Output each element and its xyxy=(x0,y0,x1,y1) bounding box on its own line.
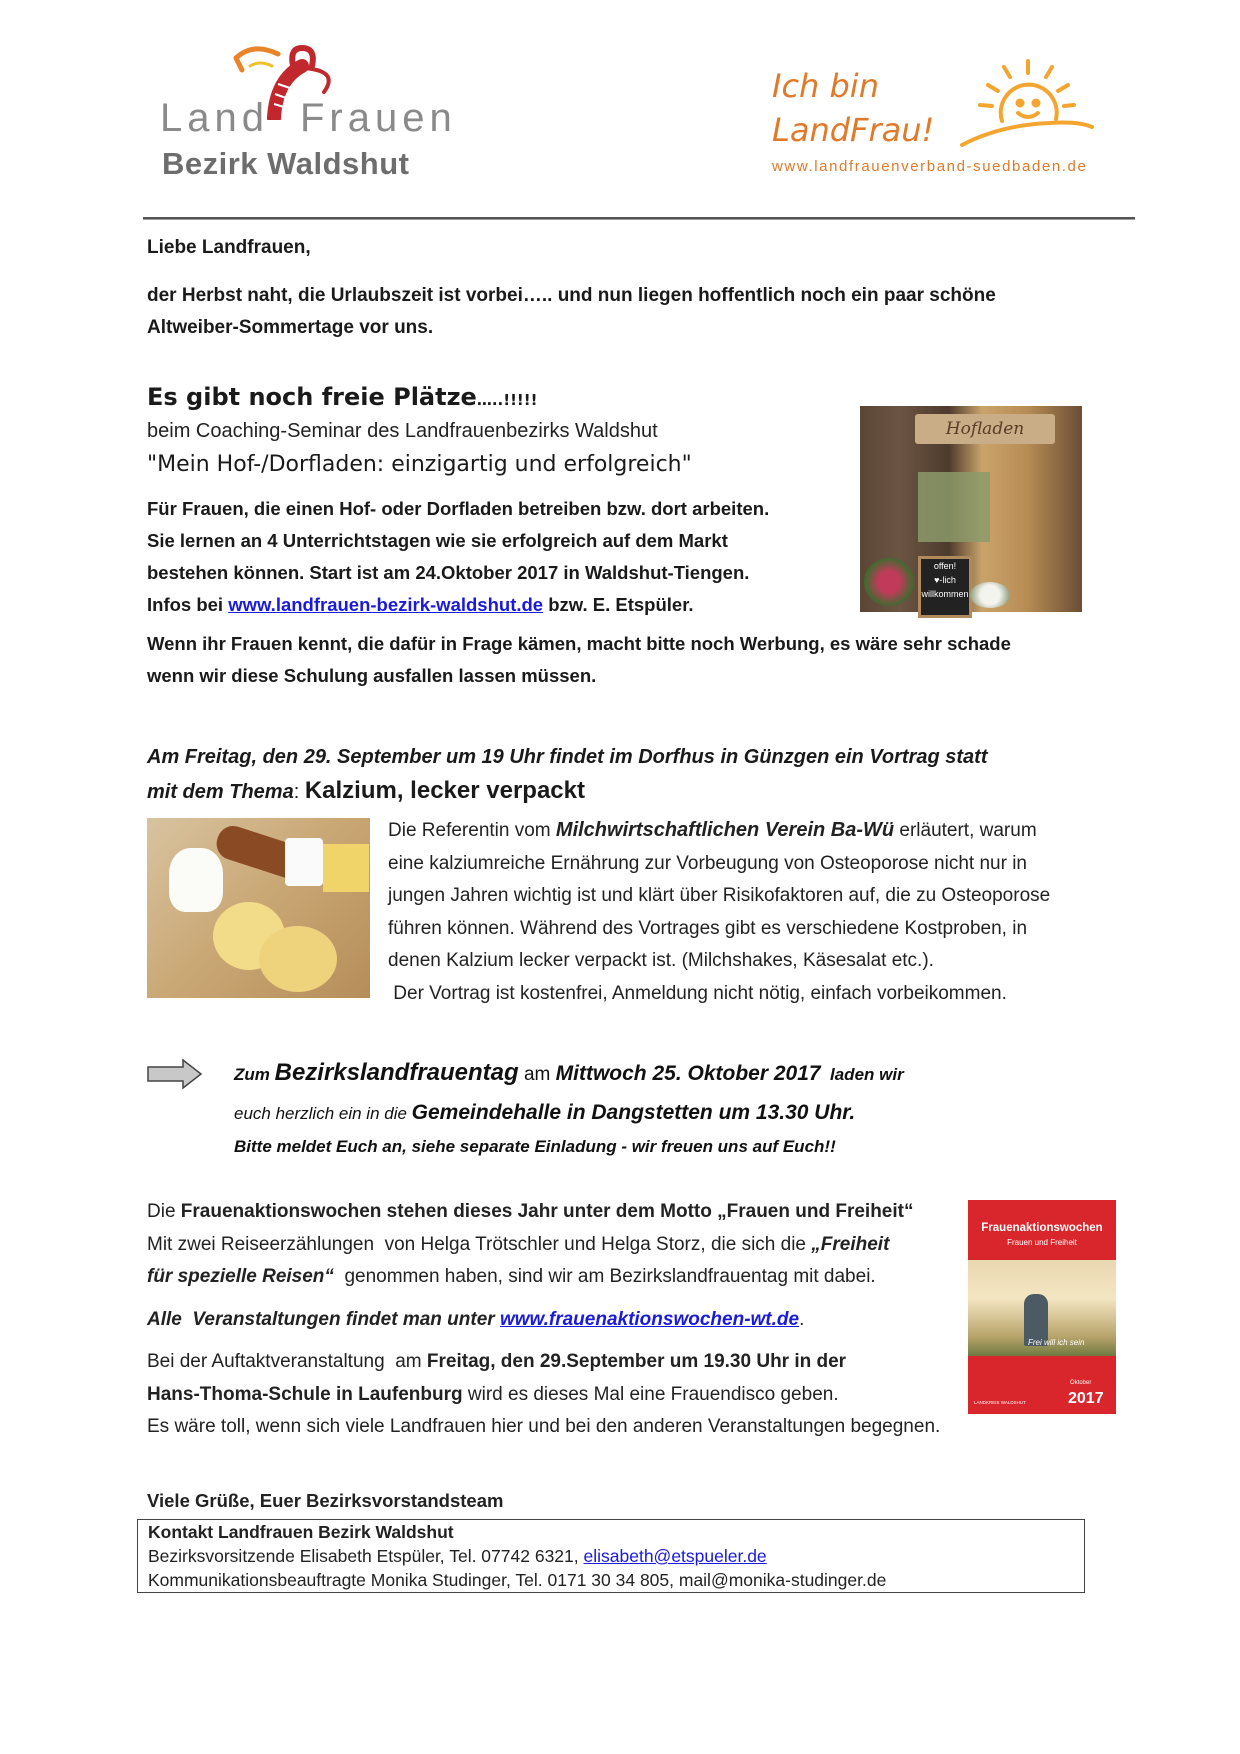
vortrag-body-line: Der Vortrag ist kostenfrei, Anmeldung nicht nötig, einfach vorbeikommen. xyxy=(388,982,1007,1004)
landfrauenverband-url[interactable]: www.landfrauenverband-suedbaden.de xyxy=(772,158,1088,175)
logo-word-frauen: Frauen xyxy=(300,96,457,140)
intro-section xyxy=(147,232,1047,344)
shop-window xyxy=(918,472,990,542)
vortrag-body-line: jungen Jahren wichtig ist und klärt über Risikofaktoren auf, die zu Osteoporose xyxy=(388,885,1051,906)
seminar-headline-suffix: …..!!!!! xyxy=(476,391,538,409)
vortrag-thema-line xyxy=(147,774,1127,809)
seminar-note xyxy=(147,628,1107,692)
logo-subtitle: Bezirk Waldshut xyxy=(162,146,410,181)
seminar-subheadline: beim Coaching-Seminar des Landfrauenbezirks Waldshut xyxy=(147,420,658,442)
header-divider xyxy=(143,217,1135,220)
logo-line-ich-bin: Ich bin xyxy=(772,67,879,105)
freiheit-quote-end: für spezielle Reisen“ xyxy=(147,1266,334,1287)
seminar-title: "Mein Hof-/Dorfladen: einzigartig und erfolgreich" xyxy=(147,452,692,477)
veranstaltungen-text: Alle Veranstaltungen findet man unter xyxy=(147,1308,500,1330)
bezirk-website-link[interactable]: www.landfrauen-bezirk-waldshut.de xyxy=(228,594,544,615)
flower-pot-white xyxy=(970,582,1010,608)
seminar-body-line: bestehen können. Start ist am 24.Oktober 2017 in Waldshut-Tiengen. xyxy=(147,562,750,583)
aktion-line-1 xyxy=(147,1196,987,1229)
aktion-line-6 xyxy=(147,1379,987,1412)
thema-label: mit dem Thema xyxy=(147,781,294,803)
invite-text: euch herzlich ein in die xyxy=(234,1104,412,1123)
info-suffix: bzw. E. Etspüler. xyxy=(543,594,694,615)
cover-title: Frauenaktionswochen xyxy=(981,1222,1103,1234)
chalkboard-line: willkommen xyxy=(921,589,969,599)
aktion-line-4 xyxy=(147,1304,987,1337)
seminar-note-line-2: wenn wir diese Schulung ausfallen lassen müssen. xyxy=(147,665,597,686)
bezirkslandfrauentag-section xyxy=(234,1054,1114,1161)
butter-block xyxy=(323,844,369,892)
thema-colon: : xyxy=(293,781,305,803)
cover-tagline: Frei will ich sein xyxy=(1028,1338,1085,1347)
thema-title: Kalzium, lecker verpackt xyxy=(304,777,585,804)
aktion-line-7: Es wäre toll, wenn sich viele Landfrauen hier und bei den anderen Veranstaltungen begegnen. xyxy=(147,1416,941,1437)
bezirkstag-line-2 xyxy=(234,1094,1114,1133)
info-prefix: Infos bei xyxy=(147,594,229,615)
aktion-line-5 xyxy=(147,1346,987,1379)
body-suffix: erläutert, warum xyxy=(894,820,1037,841)
frauenaktionswochen-cover xyxy=(968,1200,1116,1414)
laden-wir: laden wir xyxy=(820,1065,904,1084)
ich-bin-landfrau-logo xyxy=(770,55,1100,185)
flower-pot-red xyxy=(864,558,914,606)
motto-text: Frauenaktionswochen stehen dieses Jahr unter dem Motto „Frauen und Freiheit“ xyxy=(180,1201,914,1222)
intro-line-2: Altweiber-Sommertage vor uns. xyxy=(147,317,434,338)
contact-line-1 xyxy=(148,1544,1074,1568)
aktion-line-3 xyxy=(147,1261,987,1294)
milk-jug xyxy=(169,848,223,912)
bezirkstag-line-3: Bitte meldet Euch an, siehe separate Einladung - wir freuen uns auf Euch!! xyxy=(234,1137,836,1156)
vortrag-body-line: führen können. Während des Vortrages gibt es verschiedene Kostproben, in xyxy=(388,917,1028,939)
intro-line-1: der Herbst naht, die Urlaubszeit ist vorbei….. und nun liegen hoffentlich noch ein paar schöne xyxy=(147,285,996,306)
seminar-body xyxy=(147,493,847,621)
frauenaktionswochen-section xyxy=(147,1196,987,1444)
vortrag-heading: Am Freitag, den 29. September um 19 Uhr findet im Dorfhus in Günzgen ein Vortrag statt xyxy=(147,746,988,768)
contact-title: Kontakt Landfrauen Bezirk Waldshut xyxy=(148,1522,454,1542)
verein-name: Milchwirtschaftlichen Verein Ba-Wü xyxy=(555,819,895,841)
vortrag-body-line: denen Kalzium lecker verpackt ist. (Milchshakes, Käsesalat etc.). xyxy=(388,950,934,971)
cover-year: 2017 xyxy=(1068,1390,1104,1407)
vortrag-body xyxy=(388,814,1128,1010)
event-location: Gemeindehalle in Dangstetten um 13.30 Uhr xyxy=(411,1101,850,1124)
seminar-body-line: Für Frauen, die einen Hof- oder Dorfladen betreiben bzw. dort arbeiten. xyxy=(147,498,770,519)
contact-line-2: Kommunikationsbeauftragte Monika Studinger, Tel. 0171 30 34 805, mail@monika-studinger.de xyxy=(148,1570,887,1590)
landfrauen-waldshut-logo xyxy=(160,40,460,190)
auftakt-text: Bei der Auftaktveranstaltung am xyxy=(147,1351,427,1372)
am: am xyxy=(518,1064,556,1085)
cover-badge: LANDKREIS WALDSHUT xyxy=(974,1400,1026,1405)
freiheit-quote: „Freiheit xyxy=(811,1233,890,1255)
salutation: Liebe Landfrauen, xyxy=(147,237,311,258)
hofladen-photo xyxy=(860,406,1082,612)
seminar-info-line xyxy=(147,589,847,621)
event-date: Mittwoch 25. Oktober 2017 xyxy=(555,1062,821,1085)
logo-word-land: Land xyxy=(160,96,269,140)
vortrag-body-line xyxy=(388,814,1128,848)
auftakt-date: Freitag, den 29.September um 19.30 Uhr in der xyxy=(426,1351,847,1372)
body-prefix: Die Referentin vom xyxy=(388,820,556,841)
die: Die xyxy=(147,1201,181,1222)
cover-month: Oktober xyxy=(1070,1380,1092,1386)
milk-cheese-photo xyxy=(147,818,370,998)
sun-icon xyxy=(960,53,1100,153)
arrow-right-icon xyxy=(147,1059,203,1089)
period: . xyxy=(799,1308,805,1330)
chalkboard-sign xyxy=(918,556,972,618)
event-name: Bezirkslandfrauentag xyxy=(274,1059,519,1086)
logo-line-landfrau: LandFrau! xyxy=(772,111,935,149)
frauenaktionswochen-link[interactable]: www.frauenaktionswochen-wt.de xyxy=(499,1308,800,1330)
auftakt-location: Hans-Thoma-Schule in Laufenburg xyxy=(147,1383,463,1405)
auftakt-text: wird es dieses Mal eine Frauendisco geben. xyxy=(462,1383,839,1405)
cover-subtitle: Frauen und Freiheit xyxy=(1007,1238,1077,1247)
bezirkstag-line-1 xyxy=(234,1054,1114,1094)
chalkboard-line: offen! xyxy=(933,561,957,571)
contact-1-text: Bezirksvorsitzende Elisabeth Etspüler, Tel. 07742 6321, xyxy=(148,1546,584,1566)
contact-box xyxy=(137,1519,1085,1593)
greeting: Viele Grüße, Euer Bezirksvorstandsteam xyxy=(147,1490,504,1511)
chalkboard-line: ♥-lich xyxy=(934,575,956,585)
contact-1-email-link[interactable]: elisabeth@etspueler.de xyxy=(583,1546,767,1566)
aktion-line-2 xyxy=(147,1229,987,1262)
vortrag-body-line: eine kalziumreiche Ernährung zur Vorbeugung von Osteoporose nicht nur in xyxy=(388,852,1027,874)
period: . xyxy=(849,1101,856,1124)
seminar-body-line: Sie lernen an 4 Unterrichtstagen wie sie erfolgreich auf dem Markt xyxy=(147,530,728,551)
aktion-text: genommen haben, sind wir am Bezirkslandfrauentag mit dabei. xyxy=(333,1266,876,1287)
hofladen-sign: Hofladen xyxy=(915,414,1055,444)
cheese-wheel xyxy=(259,926,337,992)
aktion-text: Mit zwei Reiseerzählungen von Helga Trötschler und Helga Storz, die sich die xyxy=(147,1233,812,1255)
zum: Zum xyxy=(234,1065,275,1084)
seminar-note-line-1: Wenn ihr Frauen kennt, die dafür in Frage kämen, macht bitte noch Werbung, es wäre sehr schade xyxy=(147,633,1011,654)
vortrag-section xyxy=(147,740,1127,809)
seminar-headline-text: Es gibt noch freie Plätze xyxy=(147,383,477,411)
milk-glass xyxy=(285,838,323,886)
